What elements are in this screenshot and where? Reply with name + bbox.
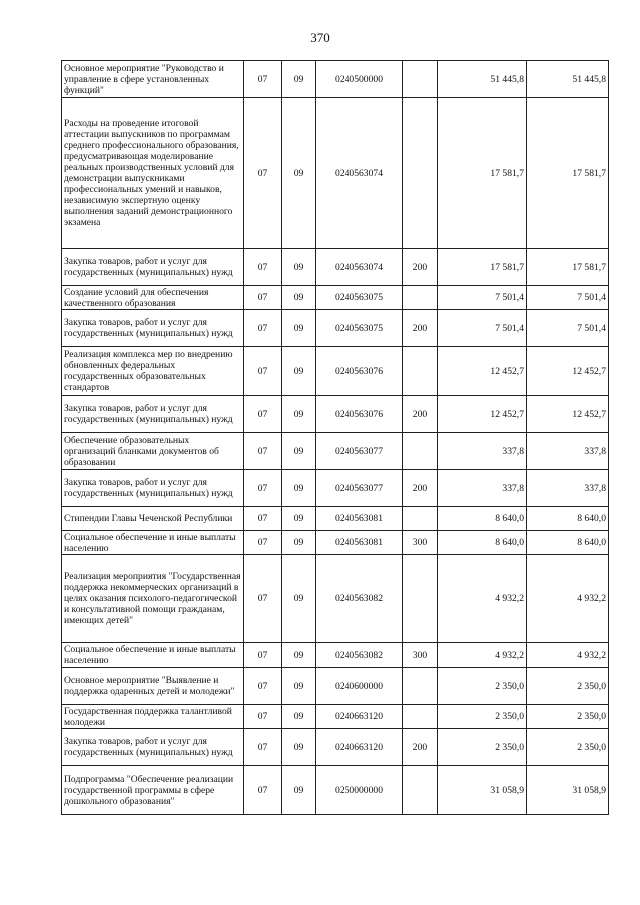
row-pr-cell: 09 <box>282 668 316 705</box>
row-csr-cell: 0250000000 <box>316 766 403 815</box>
table-row <box>62 61 609 98</box>
row-pr-cell: 09 <box>282 433 316 470</box>
table-body <box>62 61 609 815</box>
table-row <box>62 507 609 531</box>
row-pr-cell: 09 <box>282 531 316 555</box>
row-rz-cell: 07 <box>244 729 282 766</box>
row-sum-1-cell: 17 581,7 <box>438 249 527 286</box>
row-sum-2-cell: 337,8 <box>527 433 609 470</box>
table-row <box>62 310 609 347</box>
row-sum-1-cell: 337,8 <box>438 470 527 507</box>
row-sum-1-cell: 337,8 <box>438 433 527 470</box>
row-sum-1-cell: 4 932,2 <box>438 555 527 643</box>
row-vr-cell <box>403 433 438 470</box>
row-csr-cell: 0240563076 <box>316 396 403 433</box>
row-rz-cell: 07 <box>244 396 282 433</box>
row-csr-cell: 0240563076 <box>316 347 403 396</box>
row-sum-2-cell: 337,8 <box>527 470 609 507</box>
row-sum-2-cell: 7 501,4 <box>527 286 609 310</box>
table-row <box>62 705 609 729</box>
row-vr-cell <box>403 668 438 705</box>
row-vr-cell <box>403 98 438 249</box>
row-name-cell: Подпрограмма "Обеспечение реализации государственной программы в сфере дошкольного образования" <box>62 766 244 815</box>
row-rz-cell: 07 <box>244 705 282 729</box>
row-name-cell: Закупка товаров, работ и услуг для государственных (муниципальных) нужд <box>62 310 244 347</box>
table-row <box>62 643 609 668</box>
table-row <box>62 531 609 555</box>
table-row <box>62 396 609 433</box>
row-vr-cell: 200 <box>403 729 438 766</box>
row-rz-cell: 07 <box>244 249 282 286</box>
row-sum-2-cell: 2 350,0 <box>527 729 609 766</box>
row-pr-cell: 09 <box>282 396 316 433</box>
row-rz-cell: 07 <box>244 310 282 347</box>
row-sum-2-cell: 12 452,7 <box>527 347 609 396</box>
table-row <box>62 286 609 310</box>
row-vr-cell: 200 <box>403 310 438 347</box>
row-name-cell: Социальное обеспечение и иные выплаты населению <box>62 643 244 668</box>
row-vr-cell: 200 <box>403 249 438 286</box>
row-csr-cell: 0240663120 <box>316 729 403 766</box>
row-csr-cell: 0240563074 <box>316 249 403 286</box>
row-pr-cell: 09 <box>282 555 316 643</box>
row-rz-cell: 07 <box>244 347 282 396</box>
row-sum-1-cell: 2 350,0 <box>438 705 527 729</box>
row-sum-1-cell: 17 581,7 <box>438 98 527 249</box>
row-rz-cell: 07 <box>244 470 282 507</box>
table-row <box>62 98 609 249</box>
row-sum-2-cell: 17 581,7 <box>527 249 609 286</box>
row-sum-1-cell: 7 501,4 <box>438 286 527 310</box>
row-rz-cell: 07 <box>244 766 282 815</box>
row-csr-cell: 0240563075 <box>316 310 403 347</box>
budget-table <box>61 60 609 815</box>
row-name-cell: Закупка товаров, работ и услуг для государственных (муниципальных) нужд <box>62 396 244 433</box>
row-name-cell: Основное мероприятие "Выявление и поддержка одаренных детей и молодежи" <box>62 668 244 705</box>
row-sum-2-cell: 51 445,8 <box>527 61 609 98</box>
row-name-cell: Социальное обеспечение и иные выплаты населению <box>62 531 244 555</box>
row-pr-cell: 09 <box>282 61 316 98</box>
row-sum-1-cell: 8 640,0 <box>438 531 527 555</box>
row-pr-cell: 09 <box>282 470 316 507</box>
row-vr-cell <box>403 555 438 643</box>
row-name-cell: Реализация комплекса мер по внедрению обновленных федеральных государственных образовательных стандартов <box>62 347 244 396</box>
row-vr-cell <box>403 766 438 815</box>
row-pr-cell: 09 <box>282 766 316 815</box>
row-csr-cell: 0240600000 <box>316 668 403 705</box>
row-pr-cell: 09 <box>282 643 316 668</box>
row-pr-cell: 09 <box>282 705 316 729</box>
row-name-cell: Стипендии Главы Чеченской Республики <box>62 507 244 531</box>
row-rz-cell: 07 <box>244 433 282 470</box>
row-sum-1-cell: 51 445,8 <box>438 61 527 98</box>
row-name-cell: Расходы на проведение итоговой аттестации выпускников по программам среднего профессионального образования, предусматривающая моделирование реальных производственных условий для демонстрации выпускниками профессиональных умений и навыков, независимую экспертную оценку выполнения заданий демонстрационного экзамена <box>62 98 244 249</box>
row-rz-cell: 07 <box>244 668 282 705</box>
row-name-cell: Закупка товаров, работ и услуг для государственных (муниципальных) нужд <box>62 249 244 286</box>
row-name-cell: Закупка товаров, работ и услуг для государственных (муниципальных) нужд <box>62 729 244 766</box>
row-sum-1-cell: 2 350,0 <box>438 668 527 705</box>
row-sum-2-cell: 12 452,7 <box>527 396 609 433</box>
row-sum-1-cell: 12 452,7 <box>438 396 527 433</box>
row-rz-cell: 07 <box>244 61 282 98</box>
row-sum-2-cell: 7 501,4 <box>527 310 609 347</box>
row-pr-cell: 09 <box>282 507 316 531</box>
row-sum-2-cell: 2 350,0 <box>527 705 609 729</box>
table-row <box>62 766 609 815</box>
row-vr-cell <box>403 61 438 98</box>
row-csr-cell: 0240500000 <box>316 61 403 98</box>
row-sum-1-cell: 31 058,9 <box>438 766 527 815</box>
row-csr-cell: 0240563081 <box>316 531 403 555</box>
row-name-cell: Государственная поддержка талантливой молодежи <box>62 705 244 729</box>
row-sum-2-cell: 2 350,0 <box>527 668 609 705</box>
row-sum-1-cell: 2 350,0 <box>438 729 527 766</box>
row-pr-cell: 09 <box>282 729 316 766</box>
row-pr-cell: 09 <box>282 347 316 396</box>
row-rz-cell: 07 <box>244 98 282 249</box>
row-sum-2-cell: 4 932,2 <box>527 643 609 668</box>
row-vr-cell: 300 <box>403 531 438 555</box>
row-csr-cell: 0240563081 <box>316 507 403 531</box>
row-name-cell: Закупка товаров, работ и услуг для государственных (муниципальных) нужд <box>62 470 244 507</box>
table-row <box>62 470 609 507</box>
row-csr-cell: 0240563082 <box>316 555 403 643</box>
page-number: 370 <box>310 30 330 45</box>
table-row <box>62 433 609 470</box>
table-row <box>62 668 609 705</box>
row-pr-cell: 09 <box>282 286 316 310</box>
row-vr-cell <box>403 286 438 310</box>
row-vr-cell <box>403 347 438 396</box>
row-name-cell: Обеспечение образовательных организаций бланками документов об образовании <box>62 433 244 470</box>
row-rz-cell: 07 <box>244 555 282 643</box>
table-row <box>62 729 609 766</box>
row-sum-2-cell: 8 640,0 <box>527 531 609 555</box>
row-rz-cell: 07 <box>244 286 282 310</box>
row-vr-cell <box>403 705 438 729</box>
row-csr-cell: 0240563075 <box>316 286 403 310</box>
row-sum-1-cell: 4 932,2 <box>438 643 527 668</box>
row-name-cell: Реализация мероприятия "Государственная поддержка некоммерческих организаций в целях оказания психолого-педагогической и консультативной помощи гражданам, имеющих детей" <box>62 555 244 643</box>
row-sum-2-cell: 8 640,0 <box>527 507 609 531</box>
row-rz-cell: 07 <box>244 531 282 555</box>
row-vr-cell <box>403 507 438 531</box>
row-sum-2-cell: 17 581,7 <box>527 98 609 249</box>
row-sum-2-cell: 31 058,9 <box>527 766 609 815</box>
row-vr-cell: 200 <box>403 396 438 433</box>
row-pr-cell: 09 <box>282 310 316 347</box>
table-row <box>62 347 609 396</box>
row-csr-cell: 0240563074 <box>316 98 403 249</box>
row-csr-cell: 0240563077 <box>316 433 403 470</box>
row-name-cell: Основное мероприятие "Руководство и управление в сфере установленных функций" <box>62 61 244 98</box>
row-vr-cell: 300 <box>403 643 438 668</box>
row-sum-1-cell: 8 640,0 <box>438 507 527 531</box>
row-pr-cell: 09 <box>282 98 316 249</box>
row-sum-2-cell: 4 932,2 <box>527 555 609 643</box>
row-csr-cell: 0240563077 <box>316 470 403 507</box>
row-csr-cell: 0240563082 <box>316 643 403 668</box>
row-csr-cell: 0240663120 <box>316 705 403 729</box>
row-name-cell: Создание условий для обеспечения качественного образования <box>62 286 244 310</box>
row-vr-cell: 200 <box>403 470 438 507</box>
row-rz-cell: 07 <box>244 643 282 668</box>
row-pr-cell: 09 <box>282 249 316 286</box>
table-row <box>62 555 609 643</box>
row-sum-1-cell: 7 501,4 <box>438 310 527 347</box>
row-rz-cell: 07 <box>244 507 282 531</box>
table-row <box>62 249 609 286</box>
row-sum-1-cell: 12 452,7 <box>438 347 527 396</box>
